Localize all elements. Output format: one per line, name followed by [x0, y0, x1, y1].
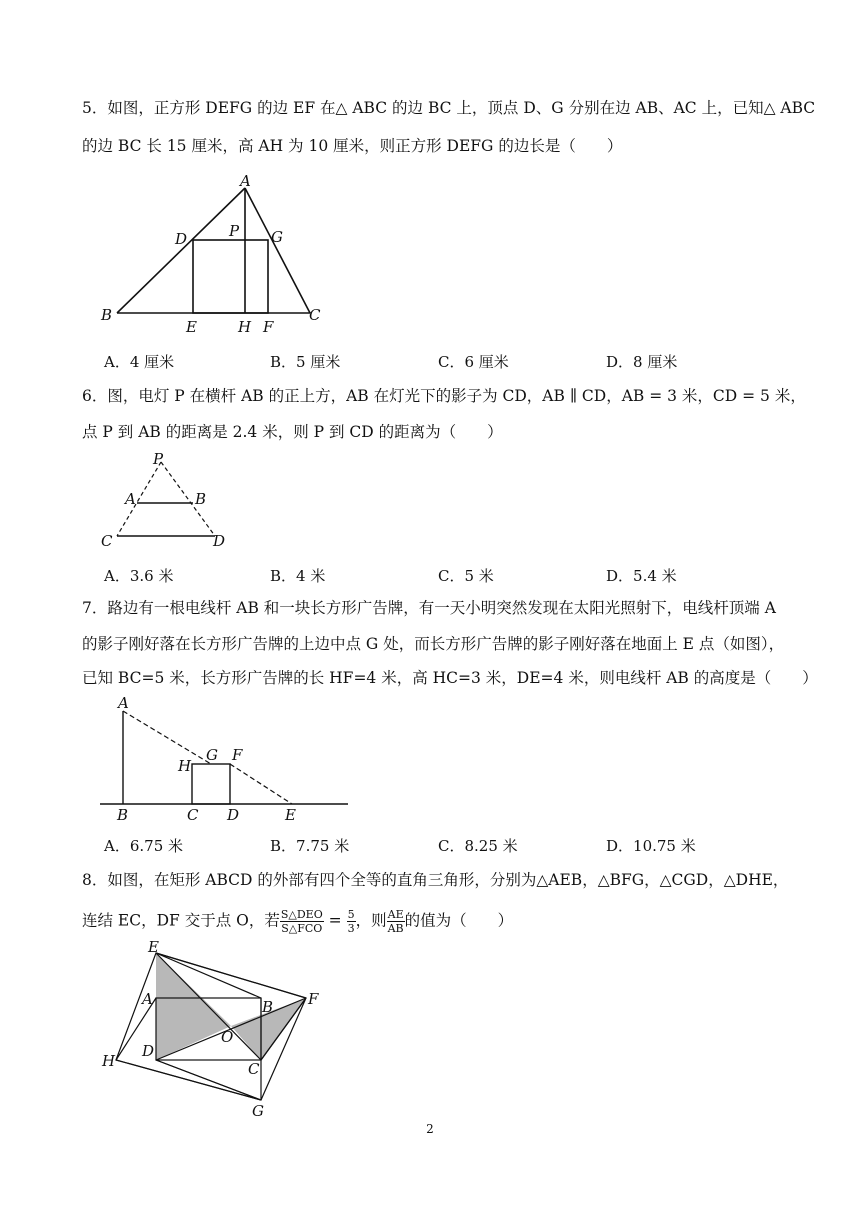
q5-label-A: A [240, 172, 251, 190]
q6-text-line1: 6．图，电灯 P 在横杆 AB 的正上方，AB 在灯光下的影子为 CD，AB ∥ CD，AB = 3 米，CD = 5 米， [82, 387, 806, 405]
q7-option-a[interactable]: A．6.75 米 [104, 837, 183, 855]
q5-label-G: G [271, 228, 283, 246]
q8-ratio-equals: = [328, 911, 347, 930]
q8-ratio-numerator: S△DEO [280, 908, 323, 921]
q8-ratio-value-den: 3 [347, 922, 355, 935]
q7-option-b[interactable]: B．7.75 米 [270, 837, 350, 855]
q5-option-d[interactable]: D．8 厘米 [606, 353, 678, 371]
q6-label-D: D [213, 532, 226, 550]
q7-option-d[interactable]: D．10.75 米 [606, 837, 696, 855]
q7-label-A: A [118, 694, 129, 712]
q5-option-c[interactable]: C．6 厘米 [438, 353, 509, 371]
q6-label-C: C [101, 532, 113, 550]
q7-label-D: D [227, 806, 240, 824]
q5-label-E: E [186, 318, 197, 336]
q8-area-ratio [280, 908, 324, 935]
q8-label-D: D [142, 1042, 155, 1060]
q5-text-line1: 5．如图，正方形 DEFG 的边 EF 在△ ABC 的边 BC 上，顶点 D、G 分别在边 AB、AC 上，已知△ ABC [82, 99, 816, 117]
q5-label-D: D [175, 230, 188, 248]
q5-label-F: F [263, 318, 274, 336]
q7-text-line3: 已知 BC=5 米，长方形广告牌的长 HF=4 米，高 HC=3 米，DE=4 米，则电线杆 AB 的高度是（ ） [82, 669, 818, 687]
q5-label-B: B [101, 306, 113, 324]
q7-label-E: E [285, 806, 296, 824]
q7-figure [100, 694, 350, 824]
q8-label-H: H [102, 1052, 116, 1070]
q6-figure [95, 448, 235, 553]
q6-option-d[interactable]: D．5.4 米 [606, 567, 677, 585]
q8-label-O: O [221, 1028, 234, 1046]
q7-text-line1: 7．路边有一根电线杆 AB 和一块长方形广告牌，有一天小明突然发现在太阳光照射下，电线杆顶端 A [82, 599, 776, 617]
q7-label-H: H [178, 757, 192, 775]
q6-option-a[interactable]: A．3.6 米 [104, 567, 174, 585]
q8-ratio-value [347, 908, 356, 935]
q5-label-H: H [238, 318, 252, 336]
q8-line2-prefix: 连结 EC，DF 交于点 O，若 [82, 911, 280, 930]
q5-text-line2: 的边 BC 长 15 厘米，高 AH 为 10 厘米，则正方形 DEFG 的边长是（ ） [82, 137, 623, 155]
q8-ratio-value-num: 5 [347, 908, 355, 921]
q6-option-c[interactable]: C．5 米 [438, 567, 494, 585]
q8-label-G: G [252, 1102, 264, 1120]
q8-label-E: E [148, 938, 159, 956]
q5-option-b[interactable]: B．5 厘米 [270, 353, 341, 371]
q7-label-F: F [232, 746, 243, 764]
q5-option-a[interactable]: A．4 厘米 [104, 353, 175, 371]
q8-line2-mid: ，则 [355, 911, 387, 930]
q5-label-P: P [229, 222, 240, 240]
q6-label-P: P [153, 450, 164, 468]
q6-label-B: B [195, 490, 207, 508]
q8-label-B: B [262, 998, 274, 1016]
q8-line2-suffix: 的值为（ ） [404, 911, 514, 930]
q7-text-line2: 的影子刚好落在长方形广告牌的上边中点 G 处，而长方形广告牌的影子刚好落在地面上 E 点（如图）， [82, 635, 785, 653]
q8-text-line1: 8．如图，在矩形 ABCD 的外部有四个全等的直角三角形，分别为△AEB，△BFG，△CGD，△DHE， [82, 871, 789, 889]
q7-label-B: B [117, 806, 129, 824]
q7-label-C: C [187, 806, 199, 824]
q5-label-C: C [309, 306, 321, 324]
page-number: 2 [426, 1122, 434, 1136]
q6-text-line2: 点 P 到 AB 的距离是 2.4 米，则 P 到 CD 的距离为（ ） [82, 423, 503, 441]
q8-question-ratio [387, 908, 405, 935]
q8-text-line2 [82, 908, 513, 935]
q8-figure [96, 938, 328, 1120]
q8-ratio-denominator: S△FCO [281, 922, 323, 935]
q8-question-num: AE [387, 908, 404, 921]
q8-label-C: C [248, 1060, 260, 1078]
q8-label-A: A [142, 990, 153, 1008]
q7-option-c[interactable]: C．8.25 米 [438, 837, 518, 855]
q6-label-A: A [125, 490, 136, 508]
q8-label-F: F [308, 990, 319, 1008]
q6-option-b[interactable]: B．4 米 [270, 567, 326, 585]
q8-question-den: AB [387, 922, 404, 935]
q5-figure [95, 170, 335, 340]
q7-label-G: G [206, 746, 218, 764]
